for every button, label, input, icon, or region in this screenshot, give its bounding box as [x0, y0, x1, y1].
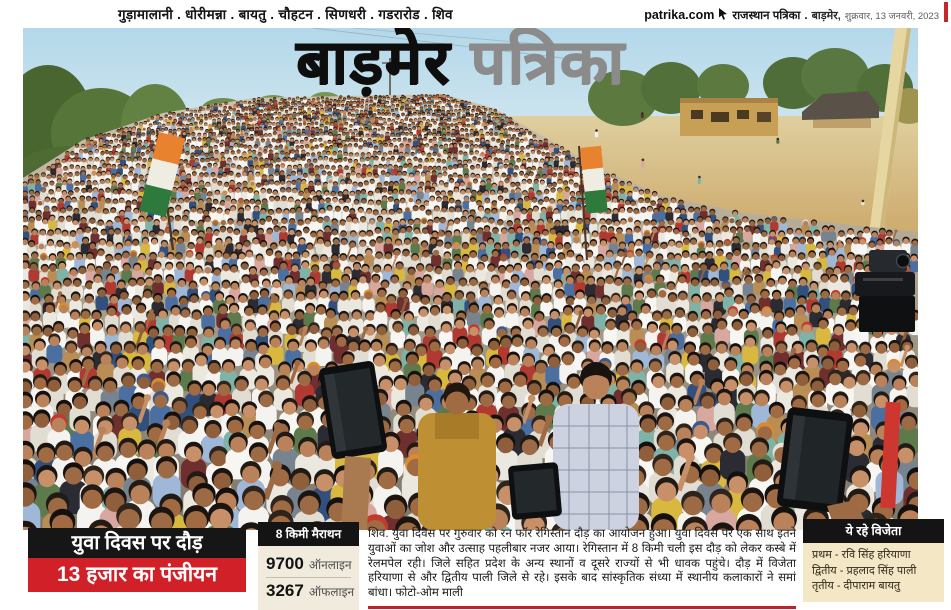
winner-third: तृतीय - दीपाराम बायतु: [812, 579, 935, 595]
stat-value-online: 9700: [266, 554, 304, 574]
winners-body: [803, 543, 944, 602]
headline-line-1: युवा दिवस पर दौड़: [28, 528, 246, 558]
winners-box: [803, 519, 944, 602]
page-edge-mark: [944, 2, 948, 22]
stat-row-offline: [266, 578, 351, 604]
smartphone-icon: [776, 406, 854, 513]
winner-second: द्वितीय - प्रहलाद सिंह पाली: [812, 564, 935, 580]
stats-header: 8 किमी मैराथन: [258, 522, 359, 546]
smartphone-icon: [508, 462, 563, 520]
stats-body: [258, 546, 359, 610]
village-building: [680, 98, 778, 136]
lead-photo: [23, 28, 918, 530]
winners-header: ये रहे विजेता: [803, 519, 944, 543]
title-barmer: बाड़मेर: [296, 28, 451, 97]
masthead-date: शुक्रवार, 13 जनवरी, 2023: [845, 9, 939, 22]
patrika-site-text: patrika.com: [644, 8, 714, 22]
stat-value-offline: 3267: [266, 581, 304, 601]
masthead: [0, 0, 951, 27]
masthead-towns: गुड़ामालानी . धोरीमन्ना . बायतु . चौहटन . सिणधरी . गडरारोड . शिव: [118, 5, 453, 23]
masthead-right: [644, 6, 939, 24]
stat-label-offline: ऑफलाइन: [309, 583, 354, 600]
headline-box: [28, 528, 246, 592]
title-patrika: पत्रिका: [470, 28, 625, 97]
headline-line-2: 13 हजार का पंजीयन: [28, 558, 246, 592]
photo-scene: [23, 28, 918, 530]
raised-arm: [341, 456, 371, 530]
story-rule: [368, 606, 796, 609]
masthead-separator: .: [804, 10, 807, 22]
winner-first: प्रथम - रवि सिंह हरियाणा: [812, 548, 935, 564]
stat-label-online: ऑनलाइन: [309, 556, 352, 573]
marathon-stats-box: [258, 522, 359, 610]
news-story: [368, 527, 796, 609]
cursor-icon: [718, 8, 728, 26]
stat-row-online: [266, 551, 351, 577]
masthead-edition: राजस्थान पत्रिका: [732, 8, 800, 23]
masthead-city: बाड़मेर,: [812, 8, 841, 23]
story-text: शिव. युवा दिवस पर गुरुवार को रन फॉर रेगिस्तान दौड़ का आयोजन हुआ। युवा दिवस पर एक साथ इतने युवाओं का जोश और उत्साह पहलीबार नजर आया। रेगिस्तान में 8 किमी चली इस दौड़ को लेकर कस्बे में रेलमपेल रही। जिले सहित प्रदेश के अन्य स्थानों व दूसरे राज्यों से भी धावक पहुंचे। दौड़ में विजेता हरियाणा से और द्वितीय पाली जिले से रहे। इसके बाद सांस्कृतिक संध्या में स्थानीय कलाकारों ने समां बांधा। फोटो-ओम माली: [368, 527, 796, 601]
